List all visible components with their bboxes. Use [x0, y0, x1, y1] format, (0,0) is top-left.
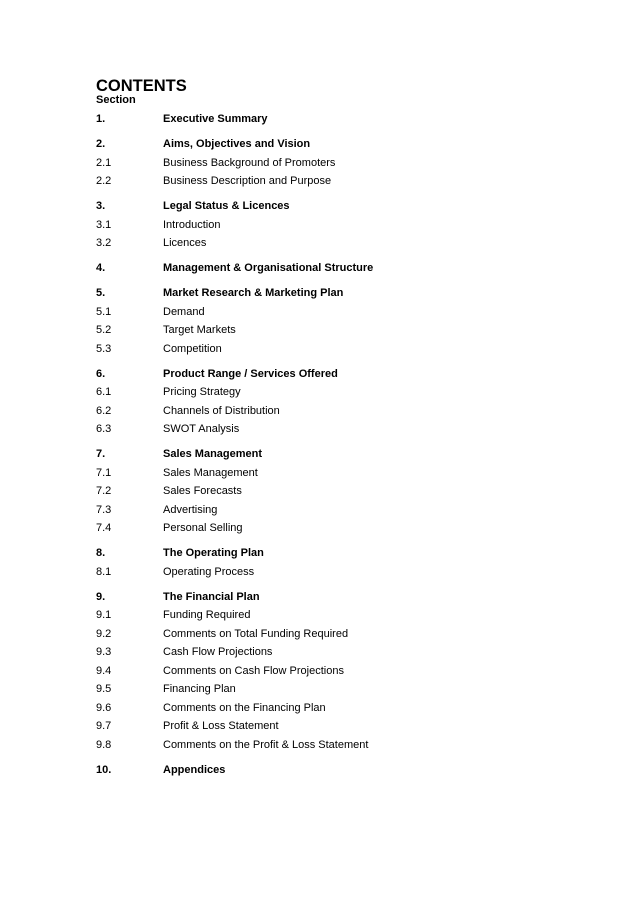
toc-number: 8. [96, 547, 106, 559]
toc-number: 7.1 [96, 466, 112, 479]
toc-title: Cash Flow Projections [163, 646, 273, 658]
toc-title: Product Range / Services Offered [163, 367, 338, 380]
toc-title: Legal Status & Licences [163, 200, 290, 212]
toc-title: Market Research & Marketing Plan [163, 287, 344, 299]
toc-subitem [96, 681, 576, 700]
toc-title: Comments on the Financing Plan [163, 701, 326, 714]
toc-heading [96, 198, 576, 217]
toc-title: Profit & Loss Statement [163, 720, 279, 732]
toc-subitem [96, 322, 576, 341]
toc-number: 9.6 [96, 701, 112, 714]
toc-subitem [96, 235, 576, 254]
toc-subitem [96, 341, 576, 360]
toc-number: 4. [96, 262, 106, 274]
toc-number: 5.1 [96, 305, 112, 318]
toc-number: 7.2 [96, 485, 112, 497]
toc-title: Management & Organisational Structure [163, 262, 374, 274]
toc-title: Business Background of Promoters [163, 156, 336, 169]
toc-heading [96, 366, 576, 385]
toc-number: 9.8 [96, 738, 112, 751]
toc-title: Channels of Distribution [163, 404, 280, 417]
table-of-contents [96, 111, 576, 780]
toc-subitem [96, 217, 576, 236]
toc-subitem [96, 483, 576, 502]
toc-number: 9.3 [96, 646, 112, 658]
page-title: CONTENTS [96, 77, 187, 95]
toc-subitem [96, 173, 576, 192]
toc-number: 2.2 [96, 175, 112, 187]
toc-subitem [96, 718, 576, 737]
toc-title: Business Description and Purpose [163, 175, 332, 187]
toc-number: 5.2 [96, 324, 112, 336]
toc-subitem [96, 502, 576, 521]
toc-number: 1. [96, 113, 106, 125]
toc-subitem [96, 663, 576, 682]
toc-number: 7. [96, 448, 106, 460]
toc-subitem [96, 520, 576, 539]
toc-title: Personal Selling [163, 522, 243, 534]
toc-subitem [96, 421, 576, 440]
toc-title: Sales Management [163, 448, 263, 460]
toc-number: 9. [96, 590, 106, 603]
toc-title: Financing Plan [163, 683, 236, 695]
toc-number: 3.2 [96, 237, 112, 249]
toc-title: Comments on Cash Flow Projections [163, 664, 344, 677]
toc-title: Licences [163, 237, 207, 249]
toc-subitem [96, 304, 576, 323]
toc-heading [96, 260, 576, 279]
toc-heading [96, 446, 576, 465]
toc-heading [96, 285, 576, 304]
toc-number: 10. [96, 763, 112, 776]
toc-subitem [96, 626, 576, 645]
toc-number: 2.1 [96, 156, 112, 169]
toc-title: Sales Forecasts [163, 485, 242, 497]
toc-title: Introduction [163, 218, 221, 231]
toc-subitem [96, 607, 576, 626]
toc-heading [96, 111, 576, 130]
toc-title: Aims, Objectives and Vision [163, 138, 311, 150]
toc-title: Operating Process [163, 565, 255, 578]
toc-number: 6.3 [96, 423, 112, 435]
toc-heading [96, 545, 576, 564]
toc-title: Advertising [163, 503, 218, 516]
toc-title: Pricing Strategy [163, 386, 241, 398]
toc-number: 3. [96, 200, 106, 212]
toc-subitem [96, 465, 576, 484]
toc-number: 9.5 [96, 683, 112, 695]
toc-number: 7.3 [96, 503, 112, 516]
toc-number: 9.2 [96, 627, 112, 640]
toc-number: 5.3 [96, 342, 112, 355]
toc-number: 8.1 [96, 565, 112, 578]
toc-title: Funding Required [163, 609, 251, 621]
toc-heading [96, 589, 576, 608]
toc-number: 6.2 [96, 404, 112, 417]
toc-subitem [96, 403, 576, 422]
toc-heading [96, 136, 576, 155]
toc-title: Appendices [163, 763, 226, 776]
toc-title: The Financial Plan [163, 590, 260, 603]
toc-title: Competition [163, 342, 222, 355]
toc-number: 6. [96, 367, 106, 380]
toc-title: Target Markets [163, 324, 236, 336]
toc-heading [96, 762, 576, 781]
toc-title: The Operating Plan [163, 547, 264, 559]
toc-number: 3.1 [96, 218, 112, 231]
toc-number: 6.1 [96, 386, 112, 398]
toc-number: 7.4 [96, 522, 112, 534]
toc-number: 5. [96, 287, 106, 299]
toc-subitem [96, 155, 576, 174]
toc-subitem [96, 737, 576, 756]
toc-subitem [96, 564, 576, 583]
toc-subitem [96, 384, 576, 403]
toc-number: 9.4 [96, 664, 112, 677]
toc-title: Demand [163, 305, 205, 318]
toc-title: Sales Management [163, 466, 258, 479]
toc-title: Executive Summary [163, 113, 268, 125]
toc-number: 9.7 [96, 720, 112, 732]
section-column-label: Section [96, 94, 136, 106]
toc-title: SWOT Analysis [163, 423, 240, 435]
toc-number: 2. [96, 138, 106, 150]
toc-number: 9.1 [96, 609, 112, 621]
toc-title: Comments on Total Funding Required [163, 627, 349, 640]
toc-subitem [96, 700, 576, 719]
toc-title: Comments on the Profit & Loss Statement [163, 738, 369, 751]
toc-subitem [96, 644, 576, 663]
